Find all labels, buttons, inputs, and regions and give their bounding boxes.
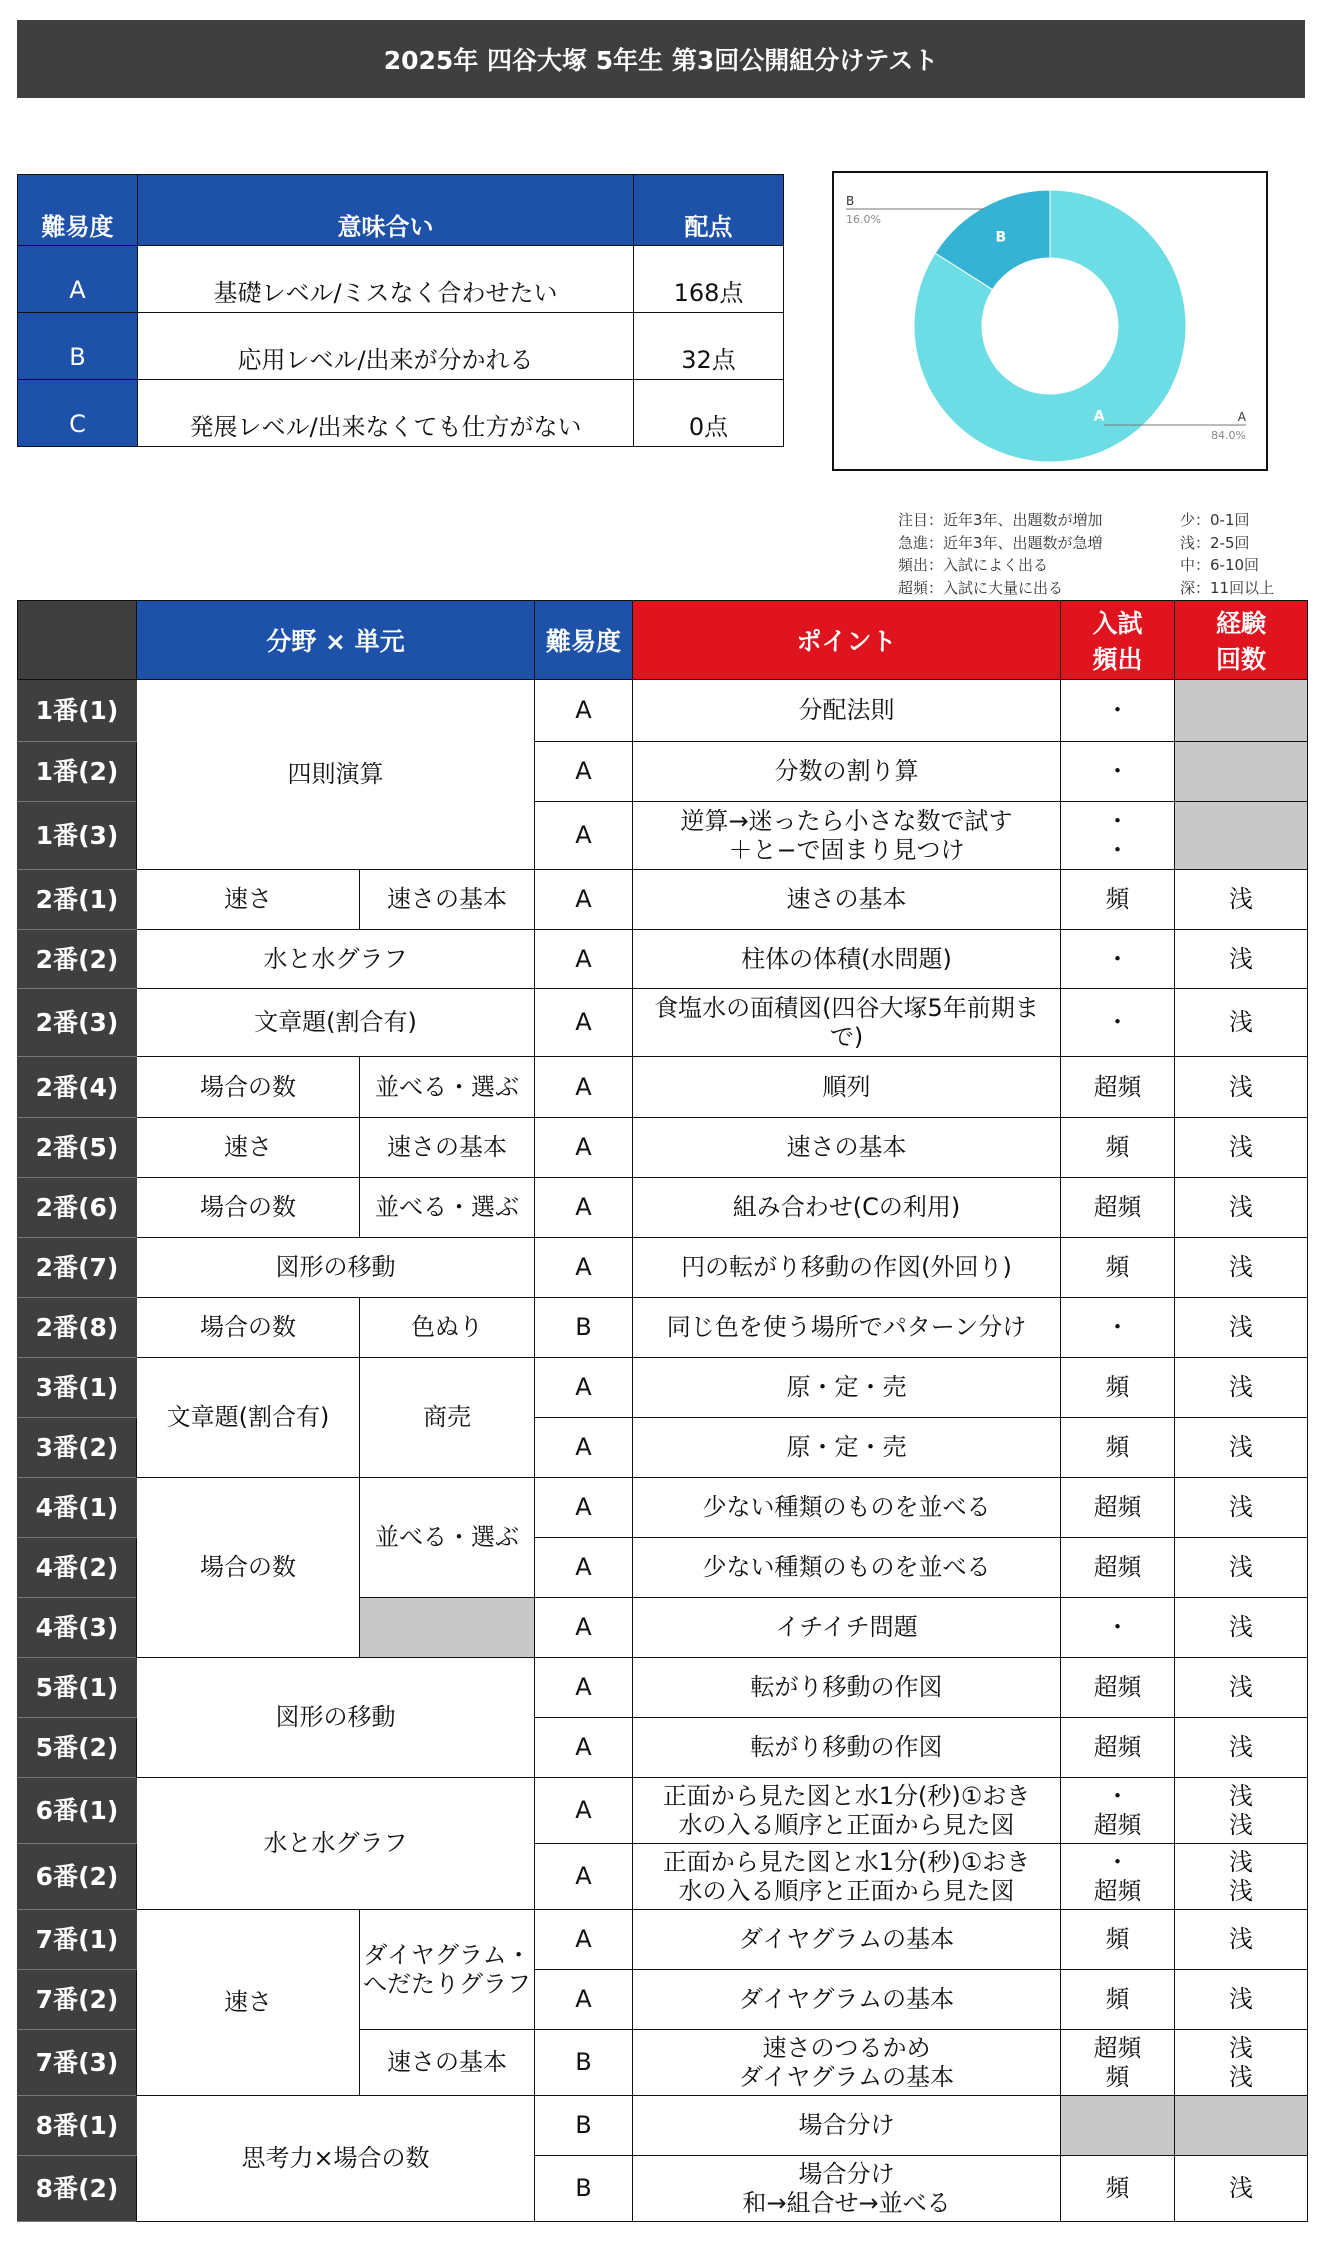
exam-frequency-mark: 頻 [1105,1373,1130,1401]
unit-cell: 速さの基本 [360,2030,535,2096]
point-line: 逆算→迷ったら小さな数で試す [680,806,1013,835]
exam-frequency-cell [1061,930,1175,989]
point-cell [633,1598,1061,1658]
question-number: 2番(7) [18,1238,137,1298]
field-cell: 速さ [137,1910,360,2096]
field-cell: 文章題(割合有) [137,989,535,1057]
difficulty-cell: A [535,1238,633,1298]
experience-count-cell [1175,870,1308,930]
question-number: 3番(1) [18,1358,137,1418]
exam-frequency-mark: ・ [1105,1781,1130,1810]
note-line: 少：0-1回 [1180,511,1250,529]
difficulty-cell: A [535,1057,633,1118]
difficulty-cell: A [535,1718,633,1778]
experience-count-mark: 浅 [1229,1673,1254,1701]
legend-level: B [18,313,138,380]
point-line: 場合分け [798,2159,895,2188]
question-number: 2番(6) [18,1178,137,1238]
experience-count-mark: 浅 [1229,1072,1254,1101]
point-line: イチイチ問題 [775,1613,918,1641]
experience-count-mark: 浅 [1229,2033,1254,2062]
unit-cell: 並べる・選ぶ [360,1178,535,1238]
table-row [18,1358,1308,1418]
exam-frequency-mark: ・ [1105,696,1130,724]
header-question-no [18,601,137,680]
point-cell [633,1238,1061,1298]
difficulty-cell: A [535,1970,633,2030]
legend-level: A [18,246,138,313]
unit-cell: 速さの基本 [360,870,535,930]
question-number: 4番(1) [18,1478,137,1538]
legend-header-meaning: 意味合い [138,175,634,246]
experience-count-cell [1175,1844,1308,1910]
exam-frequency-mark: 頻 [1105,2062,1130,2091]
experience-count-mark: 浅 [1229,1733,1254,1761]
exam-frequency-mark: ・ [1105,757,1130,785]
experience-count-cell [1175,2156,1308,2222]
point-cell [633,1358,1061,1418]
legend-score: 32点 [634,313,784,380]
experience-count-cell [1175,2030,1308,2096]
table-row [18,1910,1308,1970]
question-number: 7番(2) [18,1970,137,2030]
point-cell [633,930,1061,989]
unit-cell: 並べる・選ぶ [360,1057,535,1118]
point-line: 少ない種類のものを並べる [702,1553,991,1581]
exam-frequency-mark: ・ [1105,1847,1130,1876]
field-cell: 文章題(割合有) [137,1358,360,1478]
experience-count-mark: 浅 [1229,1433,1254,1461]
header-difficulty: 難易度 [535,601,633,680]
question-number: 2番(2) [18,930,137,989]
unit-cell: 色ぬり [360,1298,535,1358]
exam-frequency-mark: 超頻 [1093,1553,1142,1581]
exam-frequency-cell [1061,1970,1175,2030]
experience-count-mark: 浅 [1229,2062,1254,2091]
difficulty-legend-table [17,174,784,447]
experience-count-mark: 浅 [1229,1373,1254,1401]
exam-frequency-mark: 超頻 [1093,1072,1142,1101]
exam-frequency-cell [1061,680,1175,742]
question-number: 6番(1) [18,1778,137,1844]
difficulty-cell: B [535,1298,633,1358]
legend-level: C [18,380,138,447]
exam-frequency-mark: ・ [1105,1313,1130,1341]
exam-frequency-cell [1061,1418,1175,1478]
field-cell: 速さ [137,1118,360,1178]
legend-meaning: 基礎レベル/ミスなく合わせたい [138,246,634,313]
table-row [18,1057,1308,1118]
legend-meaning: 発展レベル/出来なくても仕方がない [138,380,634,447]
field-cell: 思考力×場合の数 [137,2096,535,2222]
exam-frequency-cell [1061,1598,1175,1658]
exam-frequency-cell [1061,2096,1175,2156]
point-cell [633,680,1061,742]
point-line: 転がり移動の作図 [750,1673,943,1701]
table-row [18,1658,1308,1718]
field-cell: 場合の数 [137,1298,360,1358]
difficulty-cell: A [535,742,633,802]
exam-frequency-mark: 超頻 [1093,1876,1142,1905]
question-number: 5番(2) [18,1718,137,1778]
experience-count-mark: 浅 [1229,885,1254,913]
exam-frequency-cell [1061,1658,1175,1718]
exam-frequency-cell [1061,1238,1175,1298]
difficulty-cell: A [535,1538,633,1598]
experience-count-cell [1175,1238,1308,1298]
exam-frequency-cell [1061,802,1175,870]
experience-count-mark: 浅 [1229,1313,1254,1341]
experience-count-mark: 浅 [1229,1193,1254,1221]
difficulty-cell: A [535,1598,633,1658]
legend-header-score: 配点 [634,175,784,246]
experience-count-cell [1175,1538,1308,1598]
point-line: 順列 [822,1072,871,1101]
exam-frequency-mark: 頻 [1105,1925,1130,1953]
experience-count-mark: 浅 [1229,944,1254,973]
field-cell: 場合の数 [137,1478,360,1658]
exam-frequency-mark: 超頻 [1093,1673,1142,1701]
difficulty-cell: B [535,2096,633,2156]
callout-percent: 16.0% [846,213,881,226]
question-number: 8番(2) [18,2156,137,2222]
table-row [18,1298,1308,1358]
unit-cell: 速さの基本 [360,1118,535,1178]
exam-frequency-mark: ・ [1105,1008,1130,1036]
unit-cell: 商売 [360,1358,535,1478]
callout-percent: 84.0% [1211,429,1246,442]
difficulty-cell: A [535,870,633,930]
question-number: 1番(1) [18,680,137,742]
exam-frequency-mark: 超頻 [1093,1193,1142,1221]
question-number: 1番(2) [18,742,137,802]
slice-label: A [1093,408,1105,425]
point-line: ダイヤグラムの基本 [738,2062,955,2091]
difficulty-cell: A [535,1910,633,1970]
question-number: 5番(1) [18,1658,137,1718]
exam-frequency-cell [1061,742,1175,802]
point-cell [633,742,1061,802]
point-line: 同じ色を使う場所でパターン分け [666,1313,1027,1341]
legend-header-row [18,175,784,246]
experience-count-cell [1175,1718,1308,1778]
legend-meaning: 応用レベル/出来が分かれる [138,313,634,380]
note-line: 浅：2-5回 [1180,533,1250,552]
point-line: 場合分け [798,2111,895,2139]
note-line: 注目：近年3年、出題数が増加 [898,511,1103,529]
table-row [18,1178,1308,1238]
table-row [18,870,1308,930]
point-cell [633,1910,1061,1970]
exam-frequency-mark: 超頻 [1093,1810,1142,1839]
experience-count-cell [1175,1970,1308,2030]
experience-count-legend [1180,509,1274,599]
experience-count-mark: 浅 [1229,1847,1254,1876]
difficulty-cell: A [535,1118,633,1178]
difficulty-cell: B [535,2030,633,2096]
question-number: 2番(3) [18,989,137,1057]
question-number: 7番(1) [18,1910,137,1970]
exam-frequency-mark: ・ [1105,835,1130,864]
score-donut-chart [832,171,1268,471]
field-cell: 速さ [137,870,360,930]
exam-frequency-cell [1061,1178,1175,1238]
table-row [18,1118,1308,1178]
question-number: 7番(3) [18,2030,137,2096]
table-row [18,1778,1308,1844]
exam-frequency-mark: ・ [1105,806,1130,835]
legend-row-b [18,313,784,380]
point-line: 和→組合せ→並べる [742,2188,951,2217]
table-row [18,930,1308,989]
difficulty-cell: A [535,989,633,1057]
exam-frequency-cell [1061,1778,1175,1844]
experience-count-cell [1175,1418,1308,1478]
point-line: 原・定・売 [786,1433,907,1461]
experience-count-cell [1175,1298,1308,1358]
exam-frequency-legend [898,509,1103,599]
experience-count-cell [1175,1057,1308,1118]
point-cell [633,802,1061,870]
experience-count-cell [1175,1478,1308,1538]
difficulty-cell: A [535,1844,633,1910]
difficulty-cell: A [535,680,633,742]
experience-count-mark: 浅 [1229,1008,1254,1036]
point-cell [633,1418,1061,1478]
note-line: 急進：近年3年、出題数が急増 [898,533,1103,552]
point-line: ダイヤグラムの基本 [738,1925,955,1953]
exam-frequency-cell [1061,870,1175,930]
difficulty-cell: B [535,2156,633,2222]
point-line: 分配法則 [798,696,895,724]
legend-score: 0点 [634,380,784,447]
exam-frequency-mark: 頻 [1105,1985,1130,2013]
point-cell [633,1658,1061,1718]
point-cell [633,2156,1061,2222]
question-number: 2番(1) [18,870,137,930]
field-cell: 四則演算 [137,680,535,870]
table-row [18,989,1308,1057]
table-header-row [18,601,1308,680]
legend-row-c [18,380,784,447]
legend-row-a [18,246,784,313]
experience-count-cell [1175,1658,1308,1718]
exam-frequency-mark: 頻 [1105,1253,1130,1281]
question-number: 8番(1) [18,2096,137,2156]
difficulty-cell: A [535,1778,633,1844]
point-line: で) [829,1022,864,1051]
difficulty-cell: A [535,1478,633,1538]
table-row [18,1478,1308,1538]
exam-frequency-mark: 超頻 [1093,1733,1142,1761]
point-cell [633,1478,1061,1538]
experience-count-cell [1175,1598,1308,1658]
point-cell [633,1057,1061,1118]
point-cell [633,1970,1061,2030]
table-row [18,1238,1308,1298]
header-exam-frequency: 入試 頻出 [1061,601,1175,680]
difficulty-cell: A [535,1178,633,1238]
field-cell: 図形の移動 [137,1658,535,1778]
callout-category: A [1237,410,1246,424]
experience-count-cell [1175,742,1308,802]
exam-frequency-mark: 頻 [1105,1133,1130,1161]
header-field-unit: 分野 × 単元 [137,601,535,680]
point-cell [633,2030,1061,2096]
donut-chart-svg [834,173,1266,469]
exam-frequency-mark: 超頻 [1093,1493,1142,1521]
point-line: 原・定・売 [786,1373,907,1401]
experience-count-cell [1175,802,1308,870]
test-analysis-table [17,600,1308,2222]
question-number: 3番(2) [18,1418,137,1478]
experience-count-cell [1175,1778,1308,1844]
exam-frequency-cell [1061,1298,1175,1358]
point-cell [633,2096,1061,2156]
exam-frequency-mark: 頻 [1105,2174,1130,2202]
unit-cell: ダイヤグラム・へだたりグラフ [360,1910,535,2030]
point-line: 組み合わせ(Cの利用) [732,1193,961,1221]
note-line: 頻出：入試によく出る [898,556,1049,574]
point-line: 分数の割り算 [774,757,919,785]
exam-frequency-mark: ・ [1105,944,1130,973]
point-line: 転がり移動の作図 [750,1733,943,1761]
point-line: 水の入る順序と正面から見た図 [678,1810,1015,1839]
exam-frequency-mark: 頻 [1105,1433,1130,1461]
exam-frequency-mark: 超頻 [1093,2033,1142,2062]
exam-frequency-cell [1061,1478,1175,1538]
exam-frequency-cell [1061,1358,1175,1418]
experience-count-cell [1175,1358,1308,1418]
experience-count-mark: 浅 [1229,1781,1254,1810]
exam-frequency-mark: 頻 [1105,885,1130,913]
experience-count-mark: 浅 [1229,1985,1254,2013]
experience-count-cell [1175,680,1308,742]
page-title: 2025年 四谷大塚 5年生 第3回公開組分けテスト [17,20,1305,98]
experience-count-mark: 浅 [1229,1133,1254,1161]
experience-count-cell [1175,1118,1308,1178]
point-line: 食塩水の面積図(四谷大塚5年前期ま [654,993,1039,1022]
exam-frequency-mark: ・ [1105,1613,1130,1641]
experience-count-mark: 浅 [1229,1613,1254,1641]
point-cell [633,1178,1061,1238]
experience-count-mark: 浅 [1229,1253,1254,1281]
point-cell [633,870,1061,930]
difficulty-cell: A [535,802,633,870]
point-cell [633,1538,1061,1598]
question-number: 2番(8) [18,1298,137,1358]
exam-frequency-cell [1061,1844,1175,1910]
field-cell: 水と水グラフ [137,1778,535,1910]
point-line: 少ない種類のものを並べる [702,1493,991,1521]
exam-frequency-cell [1061,1718,1175,1778]
experience-count-cell [1175,989,1308,1057]
experience-count-mark: 浅 [1229,1553,1254,1581]
table-row [18,2096,1308,2156]
experience-count-mark: 浅 [1229,1876,1254,1905]
exam-frequency-cell [1061,2156,1175,2222]
header-experience-count: 経験 回数 [1175,601,1308,680]
legend-header-level: 難易度 [18,175,138,246]
point-cell [633,1298,1061,1358]
experience-count-mark: 浅 [1229,1925,1254,1953]
exam-frequency-cell [1061,2030,1175,2096]
experience-count-cell [1175,2096,1308,2156]
question-number: 4番(3) [18,1598,137,1658]
point-line: 速さのつるかめ [762,2033,931,2062]
experience-count-cell [1175,930,1308,989]
difficulty-cell: A [535,930,633,989]
experience-count-mark: 浅 [1229,1493,1254,1521]
field-cell: 図形の移動 [137,1238,535,1298]
note-line: 超頻：入試に大量に出る [898,578,1064,597]
point-cell [633,1778,1061,1844]
question-number: 4番(2) [18,1538,137,1598]
point-cell [633,1118,1061,1178]
exam-frequency-cell [1061,989,1175,1057]
difficulty-cell: A [535,1658,633,1718]
point-line: 正面から見た図と水1分(秒)①おき [662,1781,1031,1810]
note-line: 中：6-10回 [1180,556,1260,574]
question-number: 1番(3) [18,802,137,870]
point-line: 円の転がり移動の作図(外回り) [681,1253,1012,1281]
exam-frequency-cell [1061,1118,1175,1178]
unit-cell [360,1598,535,1658]
header-point: ポイント [633,601,1061,680]
slice-label: B [995,229,1007,246]
question-number: 2番(5) [18,1118,137,1178]
exam-frequency-cell [1061,1910,1175,1970]
note-line: 深：11回以上 [1180,578,1275,597]
point-line: 速さの基本 [786,885,907,913]
question-number: 6番(2) [18,1844,137,1910]
question-number: 2番(4) [18,1057,137,1118]
point-line: 正面から見た図と水1分(秒)①おき [662,1847,1031,1876]
field-cell: 場合の数 [137,1178,360,1238]
legend-score: 168点 [634,246,784,313]
difficulty-cell: A [535,1358,633,1418]
difficulty-cell: A [535,1418,633,1478]
exam-frequency-cell [1061,1057,1175,1118]
table-row [18,680,1308,742]
point-line: 柱体の体積(水問題) [741,944,952,973]
experience-count-mark: 浅 [1229,2174,1254,2202]
field-cell: 場合の数 [137,1057,360,1118]
exam-frequency-cell [1061,1538,1175,1598]
point-line: 速さの基本 [786,1133,907,1161]
point-line: 水の入る順序と正面から見た図 [678,1876,1015,1905]
experience-count-cell [1175,1178,1308,1238]
field-cell: 水と水グラフ [137,930,535,989]
point-line: ダイヤグラムの基本 [738,1985,955,2013]
experience-count-mark: 浅 [1229,1810,1254,1839]
callout-category: B [846,194,855,208]
unit-cell: 並べる・選ぶ [360,1478,535,1598]
point-line: ＋と−で固まり見つけ [728,835,965,864]
experience-count-cell [1175,1910,1308,1970]
point-cell [633,1718,1061,1778]
point-cell [633,1844,1061,1910]
point-cell [633,989,1061,1057]
